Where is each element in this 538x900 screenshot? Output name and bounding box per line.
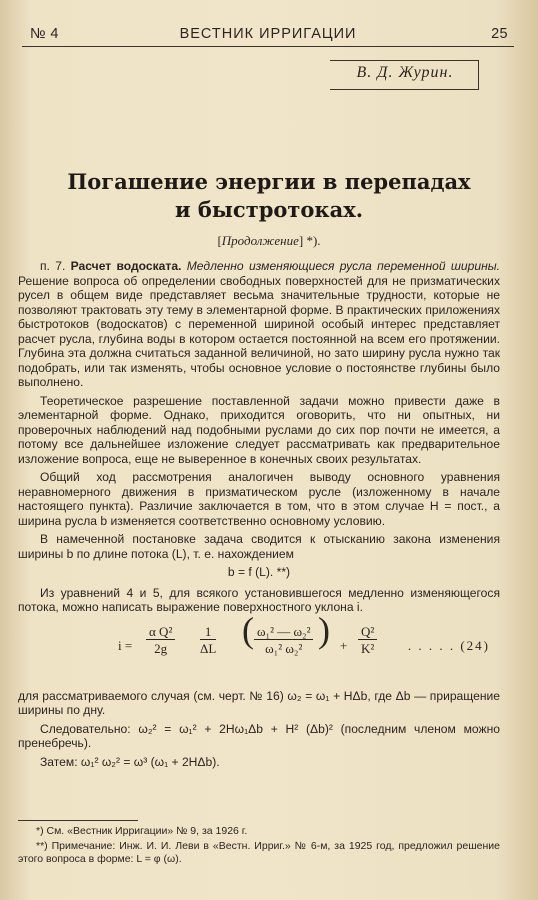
fraction-4-den: K²: [361, 641, 375, 656]
continued-note: [0, 233, 538, 249]
paragraph-6: для рассматриваемого случая (см. черт. № 16) ω₂ = ω₁ + HΔb, где Δb — приращение ширины по дну.: [18, 688, 500, 717]
paragraph-1-text: Решение вопроса об определении свободных поверхностей для не призматических русел в общем виде представляет весьма значительные трудности, которые не позволяют трактовать эту тему в элементарной форме. В практических приложениях быстротоков (водоскатов) с переменной шириной особый интерес представляет расчет русла, глубина воды в котором остается постоянной на всем его протяжении. Глубина эта должна считаться заданной величиной, но зато ширину русла нужно так подобрать, или так изменять, чтобы основное условие о постоянстве глубины было выполнено.: [18, 273, 500, 389]
continued-suffix: ] *).: [298, 233, 321, 248]
fraction-3-num: ω₁² — ω₂²: [254, 625, 313, 641]
paragraph-8: Затем: ω₁² ω₂² = ω³ (ω₁ + 2HΔb).: [40, 754, 220, 769]
page-number: 25: [491, 26, 508, 42]
title-line-2: и быстротоках.: [174, 197, 364, 222]
fraction-1: [146, 625, 175, 657]
right-paren: ): [318, 609, 330, 650]
running-header: [22, 24, 514, 47]
equation-number: . . . . . (24): [407, 637, 490, 653]
section-heading: Расчет водоската.: [70, 259, 182, 273]
paragraph-5: Из уравнений 4 и 5, для всякого установившегося медленно изменяющегося потока, можно написать выражение поверхностного уклона i.: [18, 585, 500, 614]
fraction-1-den: 2g: [154, 641, 168, 656]
formula-b: b = f (L). **): [227, 565, 291, 579]
fraction-1-num: α Q²: [146, 625, 175, 641]
left-paren: (: [242, 609, 254, 650]
paragraph-3: Общий ход рассмотрения аналогичен выводу основного уравнения неравномерного движения в призматическом русле (изложенному в начале настоящего пункта). Различие заключается в том, что в этом случае H = пост., а ширина русла b изменяется соответственно основному условию.: [18, 470, 500, 528]
author-name: В. Д. Журин.: [356, 64, 454, 81]
title-line-1: Погашение энергии в перепадах: [67, 169, 471, 194]
fraction-4-num: Q²: [358, 625, 377, 641]
issue-number: № 4: [30, 26, 59, 42]
paragraph-1: [18, 259, 500, 390]
fraction-2: [200, 625, 216, 657]
footnote-2: **) Примечание: Инж. И. И. Леви в «Вестн. Ирриг.» № 6-м, за 1925 год, предложил решение этого вопроса в форме: L = φ (ω).: [18, 840, 500, 865]
footnotes: [18, 820, 500, 868]
footnote-1: *) См. «Вестник Ирригации» № 9, за 1926 г.: [36, 825, 248, 837]
equation-24: [18, 609, 500, 681]
fraction-3-den: ω₁² ω₂²: [265, 641, 303, 656]
continued-prefix: [: [217, 233, 222, 248]
fraction-2-num: 1: [200, 625, 216, 641]
formula-plus: +: [340, 637, 348, 653]
paragraph-7: Следовательно: ω₂² = ω₁² + 2Hω₁Δb + H² (Δb)² (последним членом можно пренебречь).: [18, 721, 500, 750]
article-body: [18, 259, 500, 773]
section-subheading: Медленно изменяющиеся русла переменной ширины.: [186, 259, 500, 273]
section-number: п. 7.: [40, 259, 66, 273]
article-title: [20, 168, 518, 224]
fraction-3: [254, 625, 313, 657]
paragraph-2: Теоретическое разрешение поставленной задачи можно привести даже в элементарной форме. Однако, приходится оговорить, что ни опытных, ни проверочных наблюдений над подобными руслами до сих пор почти не имеется, а потому все дальнейшее изложение следует рассматривать как предварительное изложение вопроса, еще не выверенное в конечных своих результатах.: [18, 393, 500, 466]
fraction-4: [358, 625, 377, 657]
footnote-rule: [18, 820, 138, 821]
journal-title: ВЕСТНИК ИРРИГАЦИИ: [179, 26, 357, 42]
continued-text: Продолжение: [221, 233, 299, 248]
fraction-2-den: ΔL: [200, 641, 217, 656]
paragraph-4: В намеченной постановке задача сводится к отысканию закона изменения ширины b по длине потока (L), т. е. нахождением: [18, 532, 500, 561]
formula-lhs: i =: [118, 637, 133, 653]
